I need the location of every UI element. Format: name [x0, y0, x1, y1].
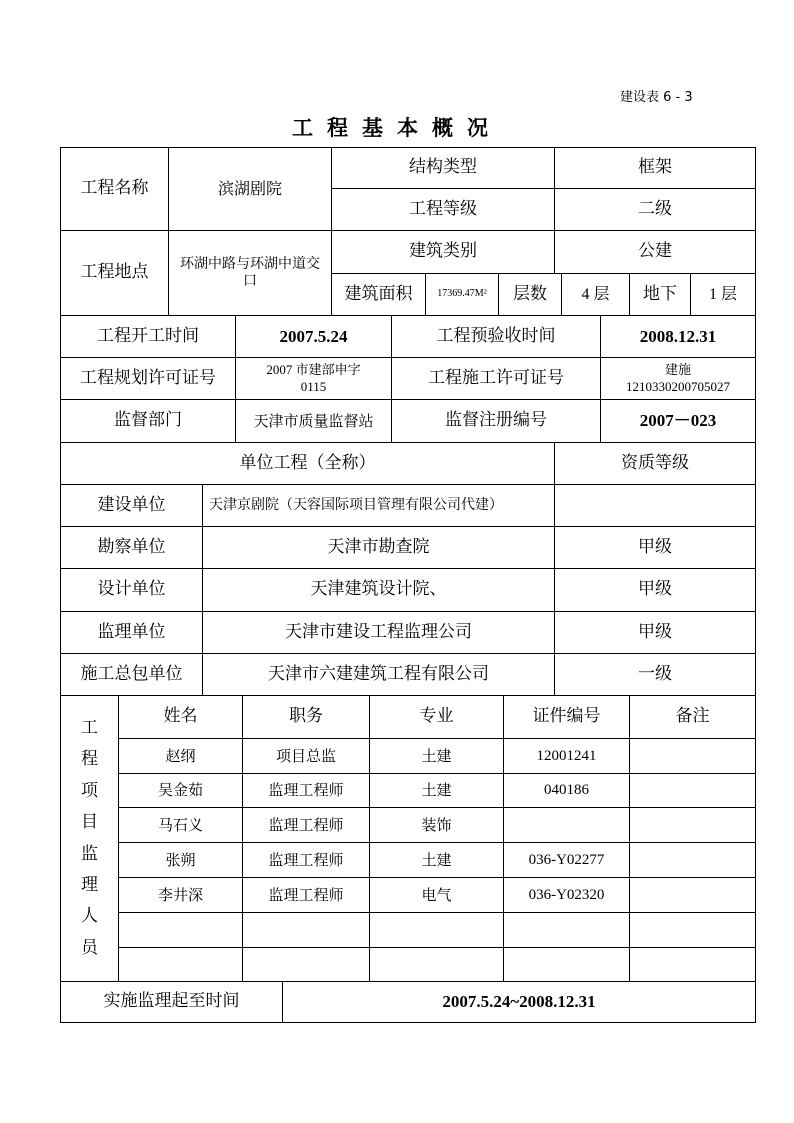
- unit-name-design: 天津建筑设计院、: [202, 568, 555, 612]
- personnel-notes: [629, 947, 756, 982]
- personnel-name: 李井深: [118, 877, 243, 913]
- construction-permit-label: 工程施工许可证号: [391, 357, 601, 400]
- floors-above-value: 4 层: [561, 273, 630, 316]
- project-name-label: 工程名称: [60, 147, 169, 231]
- floors-below-value: 1 层: [690, 273, 756, 316]
- unit-label-supervisor: 监理单位: [60, 611, 203, 654]
- supervision-reg-label: 监督注册编号: [391, 399, 601, 443]
- unit-grade-design: 甲级: [554, 568, 756, 612]
- project-grade-value: 二级: [554, 188, 756, 231]
- personnel-cert: 12001241: [503, 738, 630, 774]
- floor-area-value: 17369.47M²: [425, 273, 499, 316]
- personnel-specialty: [369, 912, 504, 948]
- unit-label-survey: 勘察单位: [60, 526, 203, 569]
- personnel-header-notes: 备注: [629, 695, 756, 739]
- start-date-value: 2007.5.24: [235, 315, 392, 358]
- unit-name-contractor: 天津市六建建筑工程有限公司: [202, 653, 555, 696]
- page-title: 工程基本概况: [292, 115, 502, 140]
- side-char: 程: [81, 749, 98, 770]
- personnel-cert: [503, 912, 630, 948]
- supervision-period-value: 2007.5.24~2008.12.31: [282, 981, 756, 1023]
- unit-grade-supervisor: 甲级: [554, 611, 756, 654]
- personnel-header-position: 职务: [242, 695, 370, 739]
- project-grade-label: 工程等级: [331, 188, 555, 231]
- floor-area-label: 建筑面积: [331, 273, 426, 316]
- start-date-label: 工程开工时间: [60, 315, 236, 358]
- personnel-name: [118, 912, 243, 948]
- acceptance-date-value: 2008.12.31: [600, 315, 756, 358]
- personnel-notes: [629, 738, 756, 774]
- side-char: 工: [81, 717, 98, 738]
- supervision-period-label: 实施监理起至时间: [60, 981, 283, 1023]
- project-name-value: 滨湖剧院: [168, 147, 332, 231]
- personnel-notes: [629, 877, 756, 913]
- personnel-position: 监理工程师: [242, 877, 370, 913]
- personnel-notes: [629, 773, 756, 808]
- personnel-cert: 036-Y02277: [503, 842, 630, 878]
- project-location-label: 工程地点: [60, 230, 169, 316]
- personnel-cert: 040186: [503, 773, 630, 808]
- personnel-position: 监理工程师: [242, 773, 370, 808]
- unit-label-owner: 建设单位: [60, 484, 203, 527]
- personnel-notes: [629, 842, 756, 878]
- personnel-specialty: [369, 947, 504, 982]
- floors-label: 层数: [498, 273, 562, 316]
- personnel-specialty: 土建: [369, 738, 504, 774]
- construction-permit-value: [600, 357, 756, 400]
- personnel-cert: 036-Y02320: [503, 877, 630, 913]
- unit-name-owner: 天津京剧院（天容国际项目管理有限公司代建）: [202, 484, 555, 527]
- unit-label-design: 设计单位: [60, 568, 203, 612]
- side-char: 理: [81, 874, 98, 895]
- unit-grade-survey: 甲级: [554, 526, 756, 569]
- unit-grade-contractor: 一级: [554, 653, 756, 696]
- planning-permit-line2: 0115: [300, 378, 327, 394]
- personnel-specialty: 土建: [369, 842, 504, 878]
- unit-grade-owner: [554, 484, 756, 527]
- personnel-position: 监理工程师: [242, 807, 370, 843]
- side-char: 员: [81, 937, 98, 958]
- personnel-position: [242, 947, 370, 982]
- personnel-name: 赵纲: [118, 738, 243, 774]
- acceptance-date-label: 工程预验收时间: [391, 315, 601, 358]
- personnel-header-cert: 证件编号: [503, 695, 630, 739]
- planning-permit-label: 工程规划许可证号: [60, 357, 236, 400]
- unit-name-supervisor: 天津市建设工程监理公司: [202, 611, 555, 654]
- unit-header-grade: 资质等级: [554, 442, 756, 485]
- supervision-reg-value: 2007－023: [600, 399, 756, 443]
- structure-type-label: 结构类型: [331, 147, 555, 189]
- personnel-specialty: 土建: [369, 773, 504, 808]
- construction-permit-line1: 建施: [664, 361, 691, 377]
- planning-permit-value: [235, 357, 392, 400]
- unit-name-survey: 天津市勘查院: [202, 526, 555, 569]
- building-category-label: 建筑类别: [331, 230, 555, 274]
- side-char: 监: [81, 843, 98, 864]
- personnel-name: 马石义: [118, 807, 243, 843]
- side-char: 目: [81, 812, 98, 833]
- personnel-position: 监理工程师: [242, 842, 370, 878]
- personnel-specialty: 电气: [369, 877, 504, 913]
- side-char: 人: [81, 906, 98, 927]
- form-code: 建设表 6 - 3: [620, 90, 693, 105]
- structure-type-value: 框架: [554, 147, 756, 189]
- personnel-name: [118, 947, 243, 982]
- unit-label-contractor: 施工总包单位: [60, 653, 203, 696]
- side-char: 项: [81, 780, 98, 801]
- underground-label: 地下: [629, 273, 691, 316]
- personnel-position: [242, 912, 370, 948]
- personnel-header-name: 姓名: [118, 695, 243, 739]
- personnel-position: 项目总监: [242, 738, 370, 774]
- supervision-dept-label: 监督部门: [60, 399, 236, 443]
- personnel-cert: [503, 807, 630, 843]
- personnel-name: 张朔: [118, 842, 243, 878]
- supervision-dept-value: 天津市质量监督站: [235, 399, 392, 443]
- personnel-name: 吴金茹: [118, 773, 243, 808]
- construction-permit-line2: 1210330200705027: [626, 378, 730, 394]
- personnel-notes: [629, 807, 756, 843]
- personnel-cert: [503, 947, 630, 982]
- personnel-header-specialty: 专业: [369, 695, 504, 739]
- project-location-value: 环湖中路与环湖中道交口: [168, 230, 332, 316]
- personnel-notes: [629, 912, 756, 948]
- unit-header-name: 单位工程（全称）: [60, 442, 555, 485]
- planning-permit-line1: 2007 市建部申字: [266, 361, 361, 377]
- personnel-specialty: 装饰: [369, 807, 504, 843]
- personnel-side-label: [60, 695, 119, 982]
- building-category-value: 公建: [554, 230, 756, 274]
